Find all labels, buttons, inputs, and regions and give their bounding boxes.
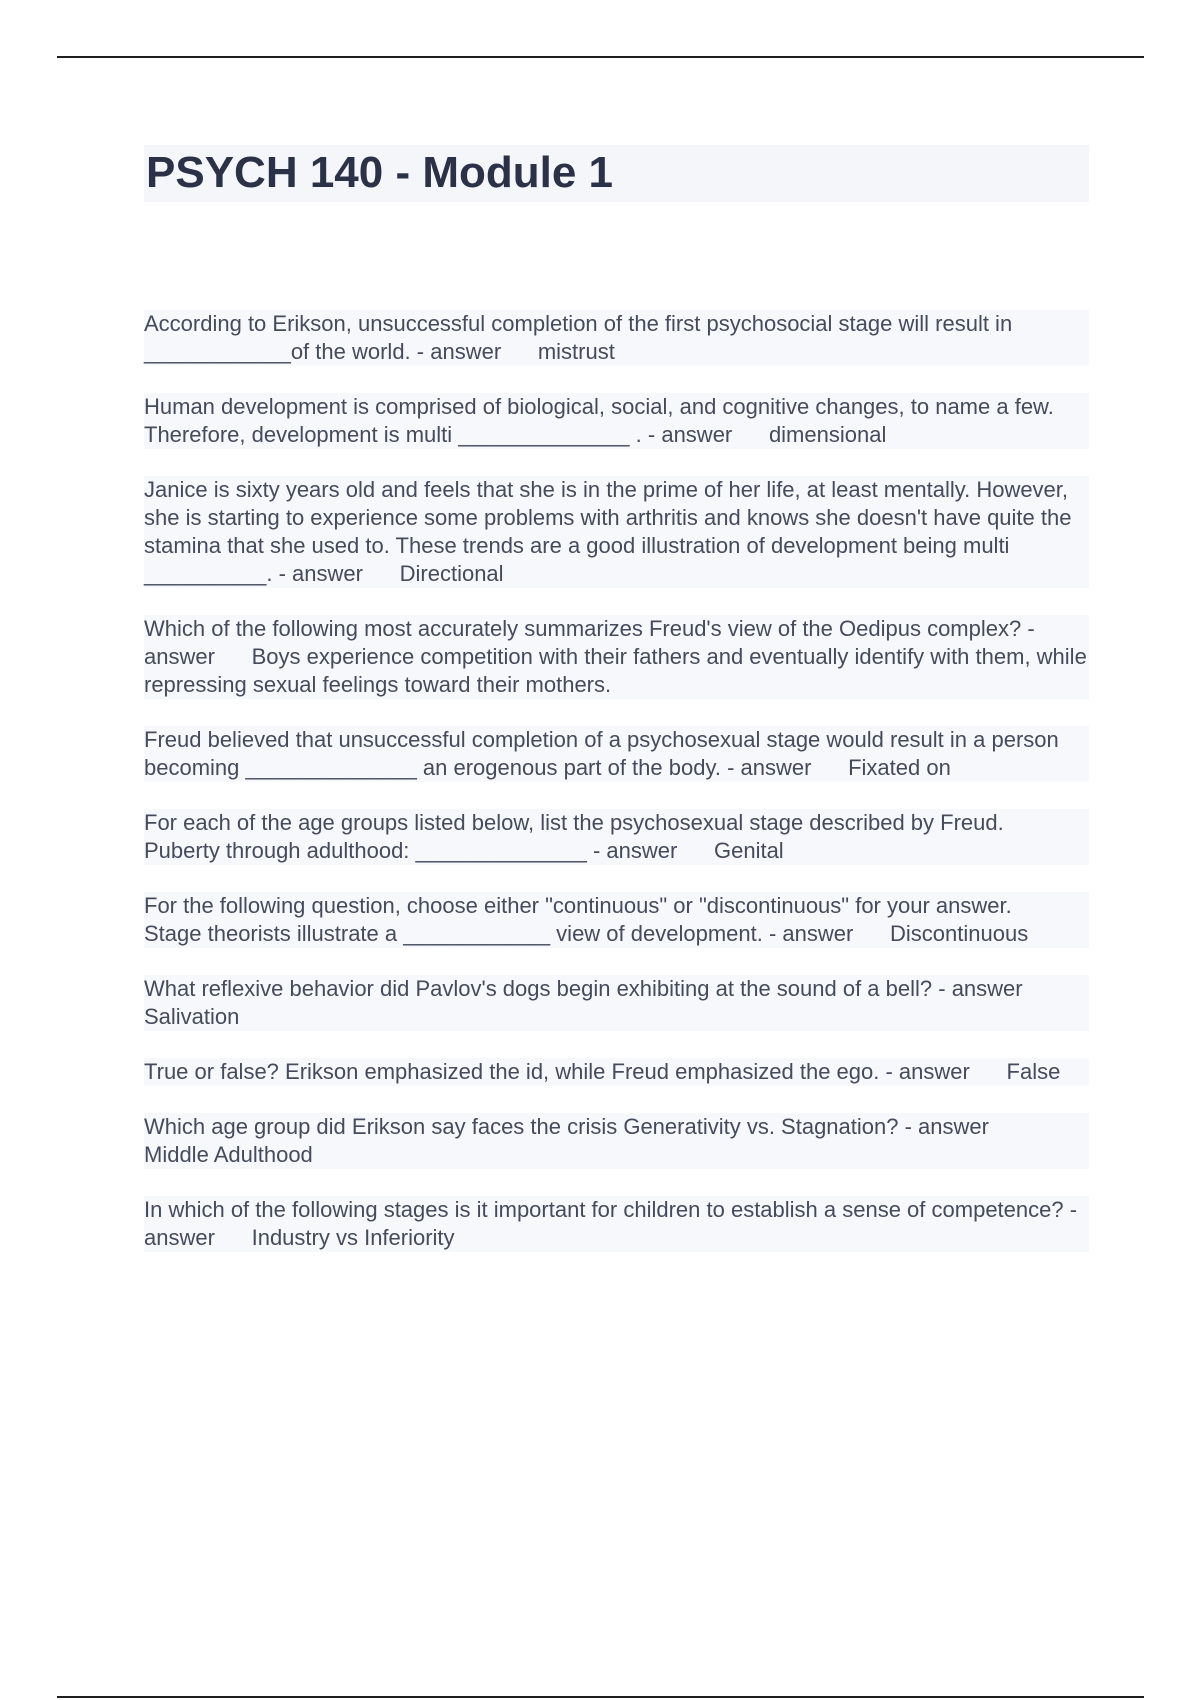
- question-text: According to Erikson, unsuccessful completion of the first psychosocial stage will result in ____________of the world.: [144, 311, 1019, 364]
- answer-separator: - answer: [641, 422, 769, 447]
- answer-text: mistrust: [537, 339, 615, 364]
- answer-text: Genital: [713, 838, 784, 863]
- page-title: PSYCH 140 - Module 1: [146, 148, 614, 197]
- answer-separator: - answer: [586, 838, 714, 863]
- qa-item: [144, 1058, 1089, 1086]
- answer-separator: - answer: [144, 1197, 1084, 1250]
- answer-separator: - answer: [898, 1114, 1026, 1139]
- question-text: True or false? Erikson emphasized the id, while Freud emphasized the ego.: [144, 1059, 880, 1084]
- answer-separator: - answer: [932, 976, 1060, 1001]
- answer-text: Discontinuous: [890, 921, 1029, 946]
- qa-item: [144, 1196, 1089, 1252]
- question-text: For the following question, choose either "continuous" or "discontinuous" for your answer. Stage theorists illustrate a ____________ view of development.: [144, 893, 1012, 946]
- answer-text: Boys experience competition with their fathers and eventually identify with them, while repressing sexual feelings toward their mothers.: [144, 644, 1093, 697]
- question-text: For each of the age groups listed below, list the psychosexual stage described by Freud. Puberty through adulthood: ______________: [144, 810, 1004, 863]
- question-text: In which of the following stages is it important for children to establish a sense of competence?: [144, 1197, 1064, 1222]
- question-text: Human development is comprised of biological, social, and cognitive changes, to name a few. Therefore, development is multi ______________ .: [144, 394, 1060, 447]
- answer-text: False: [1006, 1059, 1061, 1084]
- answer-separator: - answer: [410, 339, 538, 364]
- page-bottom-rule: [57, 1696, 1144, 1698]
- answer-text: dimensional: [768, 422, 887, 447]
- qa-item: [144, 310, 1089, 366]
- qa-item: [144, 975, 1089, 1031]
- answer-text: Fixated on: [848, 755, 951, 780]
- answer-separator: - answer: [272, 561, 400, 586]
- qa-item: [144, 476, 1089, 588]
- answer-text: Middle Adulthood: [144, 1142, 313, 1167]
- question-text: Janice is sixty years old and feels that she is in the prime of her life, at least mentally. However, she is starting to experience some problems with arthritis and knows she doesn't have quite the stamina that she used to. These trends are a good illustration of development being multi __________.: [144, 477, 1078, 586]
- question-text: Which of the following most accurately summarizes Freud's view of the Oedipus complex?: [144, 616, 1022, 641]
- answer-separator: - answer: [762, 921, 891, 946]
- answer-separator: - answer: [144, 616, 1041, 669]
- answer-separator: - answer: [879, 1059, 1007, 1084]
- answer-text: Salivation: [144, 1004, 240, 1029]
- question-text: Which age group did Erikson say faces the crisis Generativity vs. Stagnation?: [144, 1114, 899, 1139]
- page-top-rule: [57, 56, 1144, 58]
- qa-item: [144, 1113, 1089, 1169]
- qa-item: [144, 615, 1093, 699]
- qa-item: [144, 393, 1089, 449]
- question-text: What reflexive behavior did Pavlov's dogs begin exhibiting at the sound of a bell?: [144, 976, 933, 1001]
- qa-list: [144, 310, 1093, 1279]
- qa-item: [144, 892, 1089, 948]
- qa-item: [144, 809, 1089, 865]
- answer-text: Directional: [399, 561, 504, 586]
- question-text: Freud believed that unsuccessful completion of a psychosexual stage would result in a person becoming ______________ an erogenous part of the body.: [144, 727, 1065, 780]
- answer-text: Industry vs Inferiority: [251, 1225, 455, 1250]
- answer-separator: - answer: [720, 755, 849, 780]
- qa-item: [144, 726, 1089, 782]
